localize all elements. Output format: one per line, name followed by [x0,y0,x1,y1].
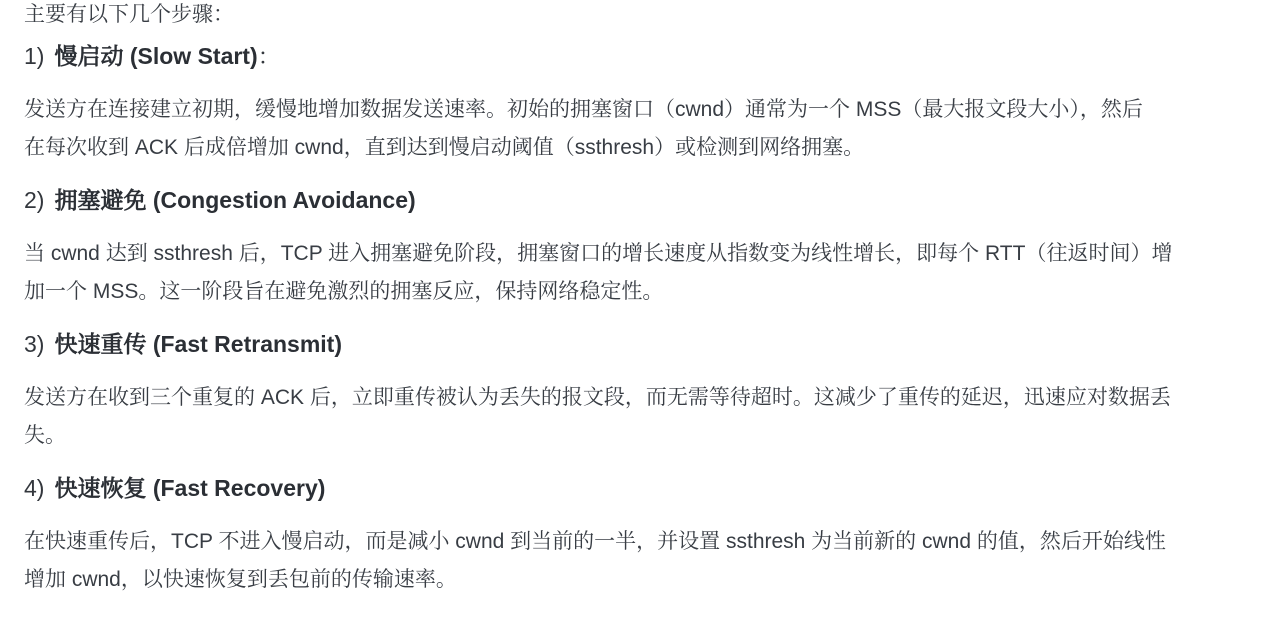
section-title-suffix: ： [257,43,281,69]
paragraph-line: 在每次收到 ACK 后成倍增加 cwnd，直到达到慢启动阈值（ssthresh）或检测到网络拥塞。 [24,136,865,159]
paragraph-line: 发送方在连接建立初期，缓慢地增加数据发送速率。初始的拥塞窗口（cwnd）通常为一个 MSS（最大报文段大小），然后 [24,98,1143,121]
section-heading [24,325,1248,363]
section-paragraph [24,235,1248,311]
section-slow-start [24,37,1248,167]
section-paragraph [24,91,1248,167]
section-paragraph [24,523,1248,599]
section-congestion-avoidance [24,181,1248,311]
section-paragraph [24,379,1248,455]
section-title: 拥塞避免 (Congestion Avoidance) [54,187,416,213]
paragraph-line: 发送方在收到三个重复的 ACK 后，立即重传被认为丢失的报文段，而无需等待超时。这减少了重传的延迟，迅速应对数据丢 [24,386,1171,409]
section-number: 2) [24,187,45,213]
section-heading [24,469,1248,507]
section-title: 快速恢复 (Fast Recovery) [54,475,326,501]
section-heading [24,37,1248,75]
section-number: 1) [24,43,45,69]
section-heading [24,181,1248,219]
section-number: 3) [24,331,45,357]
section-fast-recovery [24,469,1248,599]
paragraph-line: 增加 cwnd，以快速恢复到丢包前的传输速率。 [24,568,457,591]
section-title: 快速重传 (Fast Retransmit) [54,331,342,357]
section-title: 慢启动 (Slow Start) [54,43,258,69]
paragraph-line: 当 cwnd 达到 ssthresh 后，TCP 进入拥塞避免阶段，拥塞窗口的增长速度从指数变为线性增长，即每个 RTT（往返时间）增 [24,242,1173,265]
section-number: 4) [24,475,45,501]
section-fast-retransmit [24,325,1248,455]
paragraph-line: 失。 [24,424,66,447]
paragraph-line: 在快速重传后，TCP 不进入慢启动，而是减小 cwnd 到当前的一半，并设置 ssthresh 为当前新的 cwnd 的值，然后开始线性 [24,530,1166,553]
intro-text: 主要有以下几个步骤： [24,3,234,26]
paragraph-line: 加一个 MSS。这一阶段旨在避免激烈的拥塞反应，保持网络稳定性。 [24,280,664,303]
